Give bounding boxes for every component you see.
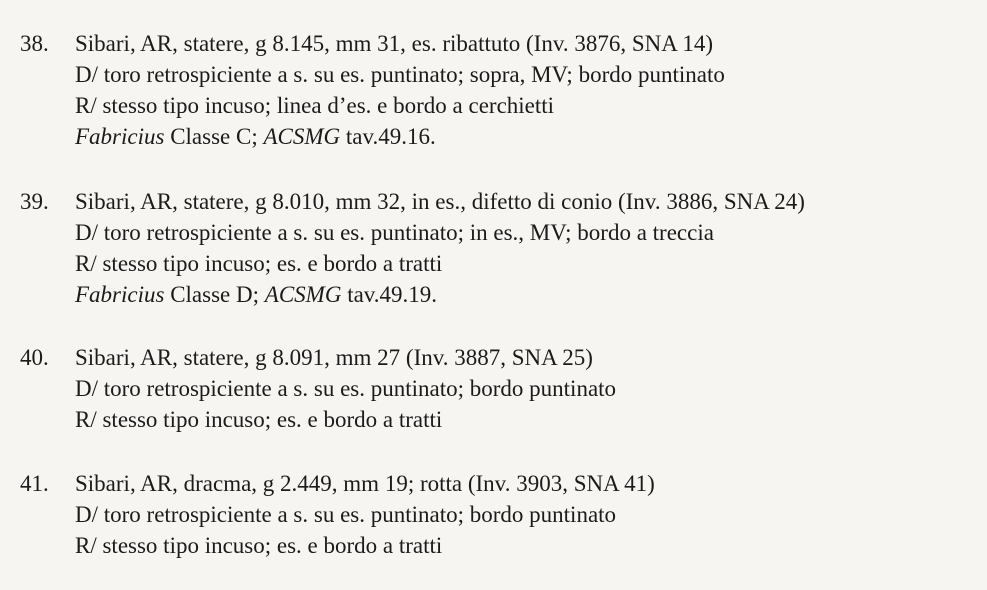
entry-heading-line xyxy=(20,28,980,59)
entry-reverse: R/ stesso tipo incuso; es. e bordo a tratti xyxy=(75,407,443,432)
entry-number: 38. xyxy=(20,31,49,56)
entry-reverse: R/ stesso tipo incuso; es. e bordo a tratti xyxy=(75,251,443,276)
entry-reference xyxy=(75,279,980,310)
entry-heading: Sibari, AR, statere, g 8.010, mm 32, in es., difetto di conio (Inv. 3886, SNA 24) xyxy=(75,189,805,214)
entry-heading-line xyxy=(20,468,980,499)
entry-heading: Sibari, AR, statere, g 8.091, mm 27 (Inv. 3887, SNA 25) xyxy=(75,345,593,370)
catalog-entry-38 xyxy=(20,28,980,152)
entry-number: 39. xyxy=(20,189,49,214)
reference-plate: tav.49.16. xyxy=(340,124,436,149)
entry-heading-line xyxy=(20,342,980,373)
entry-obverse: D/ toro retrospiciente a s. su es. puntinato; sopra, MV; bordo puntinato xyxy=(75,62,725,87)
entry-obverse: D/ toro retrospiciente a s. su es. puntinato; bordo puntinato xyxy=(75,502,617,527)
reference-plate: tav.49.19. xyxy=(341,282,438,307)
entry-number: 41. xyxy=(20,471,49,496)
catalog-entry-39 xyxy=(20,186,980,310)
catalog-entry-40 xyxy=(20,342,980,435)
entry-obverse: D/ toro retrospiciente a s. su es. puntinato; in es., MV; bordo a treccia xyxy=(75,220,714,245)
reference-catalog: ACSMG xyxy=(264,282,342,307)
entry-number: 40. xyxy=(20,345,49,370)
entry-heading-line xyxy=(20,186,980,217)
reference-catalog: ACSMG xyxy=(263,124,341,149)
reference-class: Classe C; xyxy=(164,124,264,149)
entry-reverse: R/ stesso tipo incuso; linea d’es. e bordo a cerchietti xyxy=(75,93,555,118)
reference-author: Fabricius xyxy=(75,282,165,307)
entry-obverse: D/ toro retrospiciente a s. su es. puntinato; bordo puntinato xyxy=(75,376,617,401)
entry-reference xyxy=(75,121,980,152)
reference-author: Fabricius xyxy=(75,124,165,149)
entry-heading: Sibari, AR, statere, g 8.145, mm 31, es. ribattuto (Inv. 3876, SNA 14) xyxy=(75,31,713,56)
reference-class: Classe D; xyxy=(164,282,265,307)
entry-reverse: R/ stesso tipo incuso; es. e bordo a tratti xyxy=(75,533,443,558)
catalog-entry-41 xyxy=(20,468,980,561)
entry-heading: Sibari, AR, dracma, g 2.449, mm 19; rotta (Inv. 3903, SNA 41) xyxy=(75,471,655,496)
